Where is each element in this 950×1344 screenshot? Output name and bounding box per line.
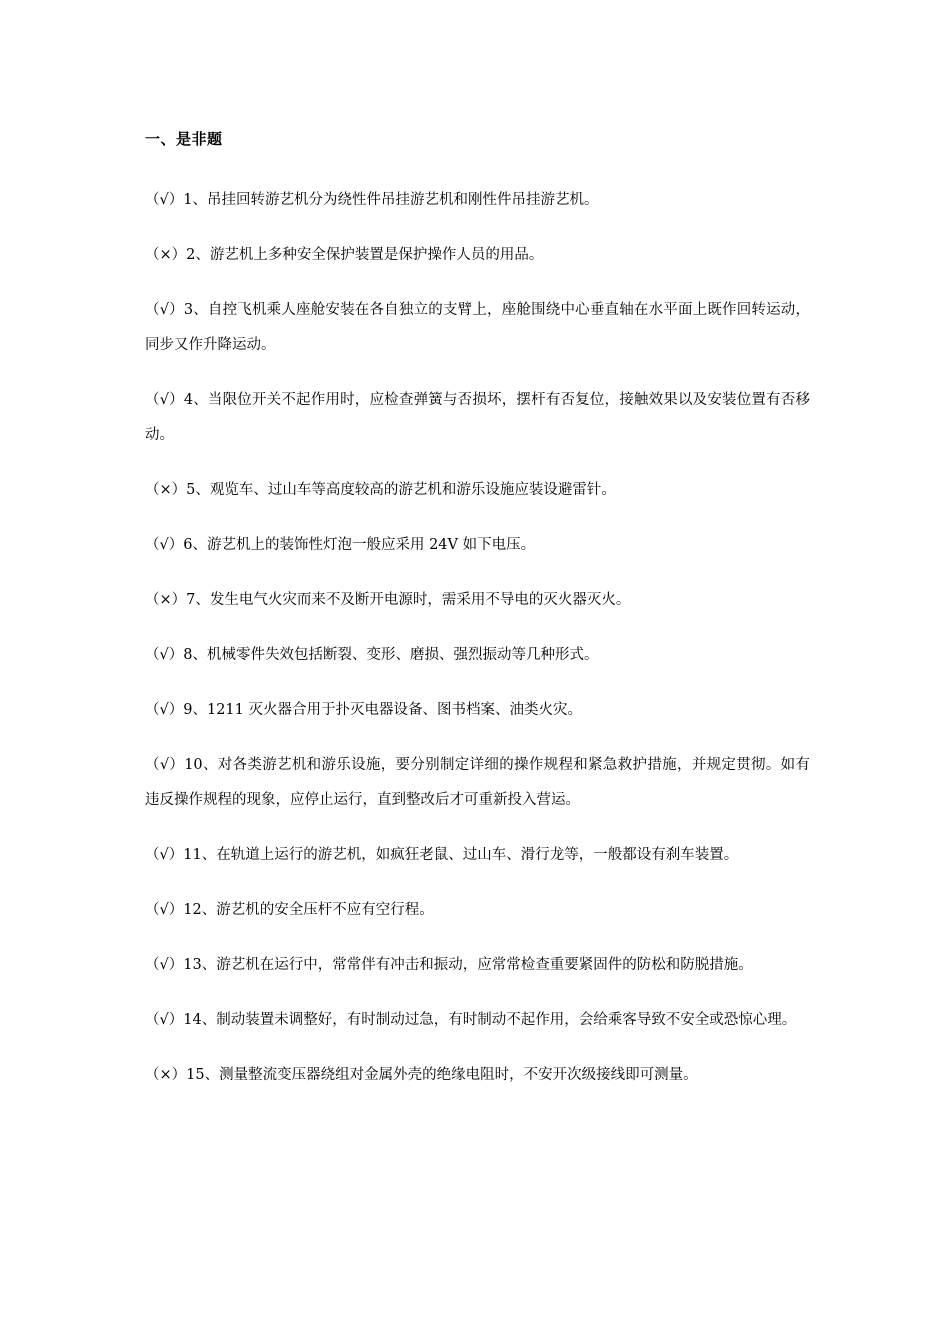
question-text: 13、游艺机在运行中，常常伴有冲击和振动，应常常检查重要紧固件的防松和防脱措施。 — [183, 957, 753, 973]
answer-mark: （√） — [145, 757, 185, 773]
answer-mark: （√） — [145, 537, 184, 553]
section-title: 一、是非题 — [145, 130, 223, 148]
question-text: 3、自控飞机乘人座舱安装在各自独立的支臂上，座舱围绕中心垂直轴在水平面上既作回转运动，同步又作升降运动。 — [145, 302, 810, 353]
question-text: 9、1211 灭火器合用于扑灭电器设备、图书档案、油类火灾。 — [183, 702, 582, 718]
question-item — [145, 638, 810, 673]
answer-mark: （×） — [145, 482, 187, 498]
question-item — [145, 1003, 810, 1038]
answer-mark: （√） — [145, 847, 184, 863]
answer-mark: （√） — [145, 902, 184, 918]
answer-mark: （×） — [145, 247, 187, 263]
question-text: 8、机械零件失效包括断裂、变形、磨损、强烈振动等几种形式。 — [183, 647, 599, 663]
question-text: 7、发生电气火灾而来不及断开电源时，需采用不导电的灭火器灭火。 — [186, 592, 631, 608]
answer-mark: （√） — [145, 192, 184, 208]
answer-mark: （√） — [145, 702, 184, 718]
question-text: 5、观览车、过山车等高度较高的游艺机和游乐设施应装设避雷针。 — [186, 482, 616, 498]
answer-mark: （√） — [145, 1012, 184, 1028]
question-text: 11、在轨道上运行的游艺机，如疯狂老鼠、过山车、滑行龙等，一般都设有刹车装置。 — [183, 847, 739, 863]
question-item — [145, 748, 810, 818]
question-text: 4、当限位开关不起作用时，应检查弹簧与否损坏，摆杆有否复位，接触效果以及安装位置有否移动。 — [145, 392, 810, 443]
answer-mark: （√） — [145, 302, 184, 318]
question-text: 6、游艺机上的装饰性灯泡一般应采用 24V 如下电压。 — [183, 537, 536, 553]
question-item — [145, 528, 810, 563]
question-item — [145, 893, 810, 928]
question-text: 2、游艺机上多种安全保护装置是保护操作人员的用品。 — [186, 247, 544, 263]
question-list — [145, 183, 810, 1113]
question-text: 14、制动装置未调整好，有时制动过急，有时制动不起作用，会给乘客导致不安全或恐惊心理。 — [183, 1012, 797, 1028]
answer-mark: （√） — [145, 392, 184, 408]
question-text: 10、对各类游艺机和游乐设施，要分别制定详细的操作规程和紧急救护措施，并规定贯彻。如有违反操作规程的现象，应停止运行，直到整改后才可重新投入营运。 — [145, 757, 810, 808]
question-item — [145, 473, 810, 508]
question-item — [145, 183, 810, 218]
question-text: 1、吊挂回转游艺机分为绕性件吊挂游艺机和刚性件吊挂游艺机。 — [183, 192, 599, 208]
question-item — [145, 948, 810, 983]
question-item — [145, 1058, 810, 1093]
question-text: 12、游艺机的安全压杆不应有空行程。 — [183, 902, 434, 918]
answer-mark: （√） — [145, 957, 184, 973]
question-item — [145, 838, 810, 873]
question-item — [145, 383, 810, 453]
question-text: 15、测量整流变压器绕组对金属外壳的绝缘电阻时，不安开次级接线即可测量。 — [186, 1067, 698, 1083]
question-item — [145, 238, 810, 273]
answer-mark: （×） — [145, 592, 187, 608]
question-item — [145, 293, 810, 363]
question-item — [145, 693, 810, 728]
question-item — [145, 583, 810, 618]
answer-mark: （√） — [145, 647, 184, 663]
answer-mark: （×） — [145, 1067, 187, 1083]
